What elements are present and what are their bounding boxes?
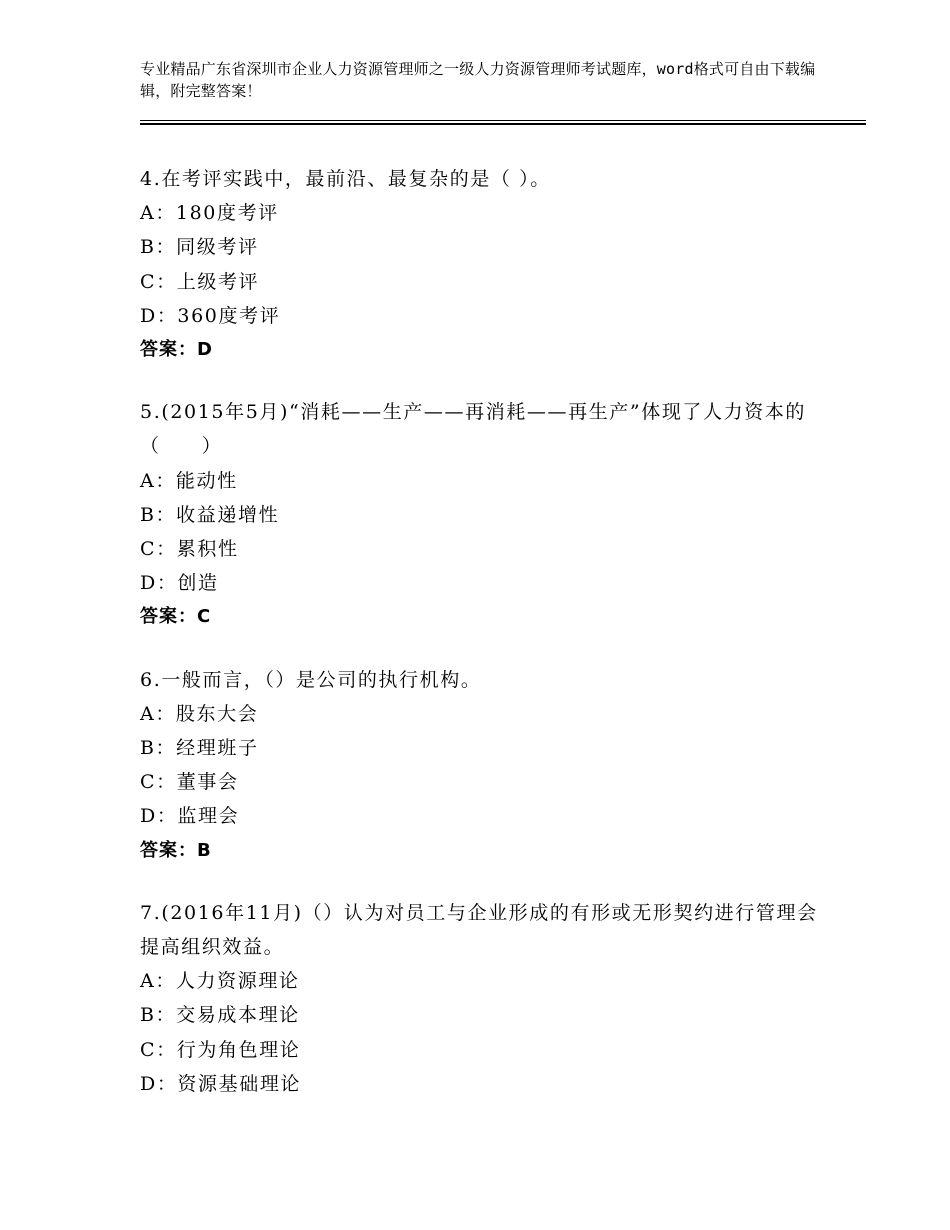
option-c: C：行为角色理论 (140, 1038, 301, 1061)
question-6 (140, 663, 830, 868)
header-double-rule (140, 120, 866, 125)
option-b: B：同级考评 (140, 236, 259, 259)
answer-line: 答案：D (140, 339, 213, 361)
question-list (140, 162, 830, 1129)
question-stem: 7.(2016年11月)（）认为对员工与企业形成的有形或无形契约进行管理会提高组织效益。 (140, 901, 818, 959)
option-d: D：创造 (140, 572, 219, 595)
question-4 (140, 162, 830, 367)
option-b: B：交易成本理论 (140, 1004, 300, 1027)
option-c: C：上级考评 (140, 270, 260, 293)
question-stem: 5.(2015年5月)“消耗——生产——再消耗——再生产”体现了人力资本的（ ） (140, 401, 807, 458)
question-5 (140, 395, 830, 634)
option-d: D：资源基础理论 (140, 1072, 302, 1095)
option-d: D：360度考评 (140, 304, 281, 327)
option-a: A：股东大会 (140, 702, 259, 725)
option-c: C：董事会 (140, 771, 239, 794)
answer-line: 答案：C (140, 606, 212, 628)
option-b: B：经理班子 (140, 737, 259, 760)
option-a: A：能动性 (140, 469, 238, 492)
option-c: C：累积性 (140, 538, 239, 561)
option-d: D：监理会 (140, 805, 240, 828)
question-stem: 4.在考评实践中，最前沿、最复杂的是（ ）。 (140, 168, 551, 190)
answer-line: 答案：B (140, 839, 212, 861)
option-b: B：收益递增性 (140, 503, 280, 526)
question-7 (140, 896, 830, 1101)
question-stem: 6.一般而言，（）是公司的执行机构。 (140, 668, 482, 691)
option-a: A：人力资源理论 (140, 970, 300, 993)
option-a: A：180度考评 (140, 202, 279, 225)
document-header: 专业精品广东省深圳市企业人力资源管理师之一级人力资源管理师考试题库，word格式可自由下载编辑，附完整答案！ (140, 60, 816, 100)
